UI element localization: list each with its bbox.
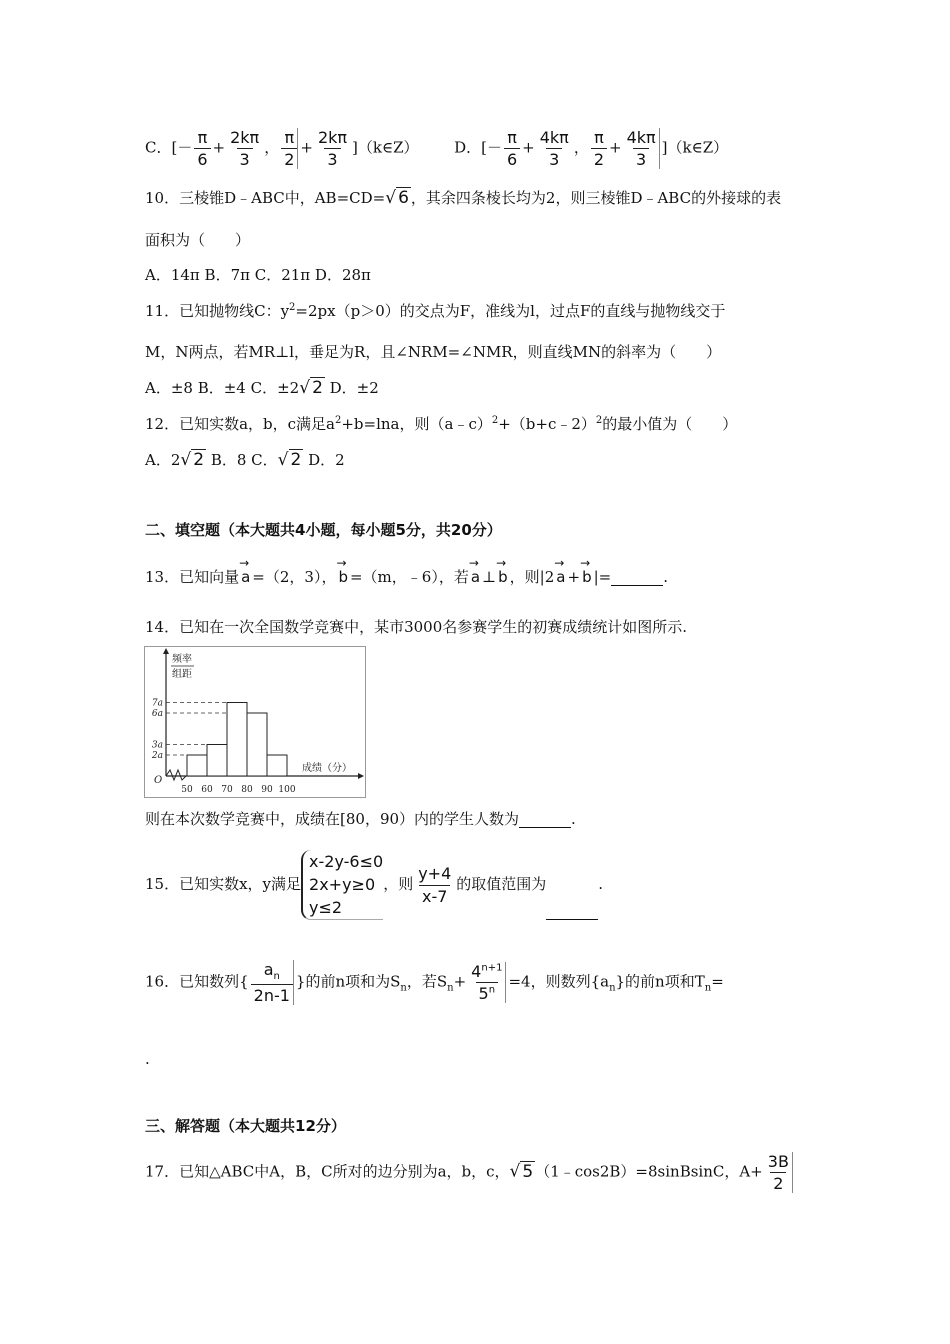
q17-sqrt: √ 5 (509, 1161, 534, 1182)
ytick-label: 7a (151, 698, 163, 709)
q12-sqrt-c: √ 2 (277, 450, 302, 470)
section2-title: 二、填空题（本大题共4小题，每小题5分，共20分） (145, 521, 502, 539)
xtick-label: 90 (261, 785, 273, 795)
ytick-label: 2a (151, 751, 163, 761)
q16-line: 16．已知数列{ $\frac{a_n}{2n-1}$ }的前n项和为$S_n$，若$S_n+$ $\frac{4^{n+1}}{5^n}$ =4，则数列$\{a_n\}$的前n项和$T_n=$ (145, 960, 724, 1006)
q9-c-frac4: $\frac{2k\pi}{3}$ (317, 128, 348, 170)
q17-line: 17．已知△ABC中A，B，C所对的边分别为a，b，c，√ 5 （1﹣cos2B）=8sinBsinC，A+ $\frac{3B}{2}$ (145, 1152, 795, 1193)
frequency-histogram (144, 646, 366, 798)
bar-70-80 (227, 703, 247, 777)
ytick-label: 6a (151, 709, 163, 719)
q11-line2: M，N两点，若MR⊥l，垂足为R，且∠NRM=∠NMR，则直线MN的斜率为（ ） (145, 343, 722, 361)
q14-line2: 则在本次数学竞赛中，成绩在[80，90）内的学生人数为 . (145, 810, 576, 828)
q16-next-line: . (145, 1050, 150, 1068)
xtick-label: 70 (221, 785, 233, 795)
section3-title: 三、解答题（本大题共12分） (145, 1117, 346, 1135)
ylabel-top: 频率 (172, 654, 192, 665)
q16-frac1: $\frac{a_n}{2n-1}$ (251, 960, 294, 1005)
answer-blank-14 (519, 813, 571, 828)
bar-60-70 (207, 745, 227, 777)
xtick-label: 60 (201, 785, 213, 795)
q9-c-label: C．[－ (145, 138, 193, 157)
q9-d-frac1: $\frac{\pi}{6}$ (504, 128, 520, 169)
q9-c-frac3: $\frac{\pi}{2}$ (281, 128, 298, 169)
q9-c-frac1: $\frac{\pi}{6}$ (194, 128, 210, 169)
q10-line1: 10．三棱锥D﹣ABC中，AB=CD=√ 6 ，其余四条棱长均为2，则三棱锥D﹣ABC的外接球的表 (145, 188, 782, 208)
q11-sqrt: √ 2 (299, 378, 323, 398)
xtick-label: 80 (241, 785, 253, 795)
q12-sqrt-a: √ 2 (180, 450, 205, 470)
vector-b: → b (336, 568, 350, 586)
ylabel-bottom: 组距 (172, 669, 192, 680)
q9-d-label: D．[－ (454, 138, 502, 157)
answer-blank-15 (546, 905, 598, 920)
q11-options: A．±8 B．±4 C．±2√ 2 D．±2 (145, 378, 379, 398)
q9-d-frac2: $\frac{4k\pi}{3}$ (539, 128, 569, 170)
q10-line2: 面积为（ ） (145, 231, 251, 249)
answer-blank-13 (611, 571, 663, 586)
bar-80-90 (247, 713, 267, 776)
q12-options: A．2√ 2 B．8 C．√ 2 D．2 (145, 450, 345, 470)
q11-line1: 11．已知抛物线C：$y^2=2px(p>0)$的交点为F，准线为l，过点F的直线与抛物线交于 (145, 302, 726, 320)
q15-line: 15．已知实数x，y满足 x-2y-6≤0 2x+y≥0 y≤2 ，则 $\frac{y+4}{x-7}$ 的取值范围为 . (145, 850, 603, 920)
bar-90-100 (267, 755, 287, 776)
q10-options: A．14π B．7π C．21π D．28π (145, 266, 371, 284)
q9-options: C．[－ $\frac{\pi}{6}$ + $\frac{2k\pi}{3}$ ， $\frac{\pi}{2}$ + $\frac{2k\pi}{3}$ ]（k∈Z） D．[－ $\frac{\pi}{6}$ + $\frac{4k\pi}{3}$ ， $\frac{\pi}{2}$ + $\frac{4k\pi}{3}$ ]（k∈Z） (145, 128, 729, 170)
vector-a: → a (239, 568, 252, 586)
q9-c-frac2: $\frac{2k\pi}{3}$ (230, 128, 260, 170)
ytick-label: 3a (151, 740, 163, 751)
q9-d-frac3: $\frac{\pi}{2}$ (591, 128, 607, 169)
q14-line1: 14．已知在一次全国数学竞赛中，某市3000名参赛学生的初赛成绩统计如图所示. (145, 618, 688, 636)
xtick-label: 50 (181, 785, 193, 795)
q16-frac2: $\frac{4^{n+1}}{5^n}$ (468, 962, 506, 1003)
constraint-system: x-2y-6≤0 2x+y≥0 y≤2 (301, 850, 383, 920)
q13-line: 13．已知向量→ a =（2，3），→ b =（m，﹣6），若→ a ⊥→ b ，则|2→ a +→ b |= . (145, 568, 668, 586)
q15-frac: $\frac{y+4}{x-7}$ (418, 864, 452, 906)
xtick-label: 100 (278, 785, 296, 795)
origin-label: O (154, 775, 163, 786)
q10-sqrt: √ 6 (385, 188, 409, 208)
q9-d-frac4: $\frac{4k\pi}{3}$ (624, 128, 660, 169)
bar-50-60 (187, 755, 207, 776)
xlabel: 成绩（分） (302, 763, 352, 774)
q12-line1: 12．已知实数a，b，c满足$a^2+b=\ln a$，则（a﹣c）$^2$+（b+c﹣2）$^2$的最小值为（ ） (145, 415, 738, 433)
q17-frac: $\frac{3B}{2}$ (765, 1152, 793, 1193)
